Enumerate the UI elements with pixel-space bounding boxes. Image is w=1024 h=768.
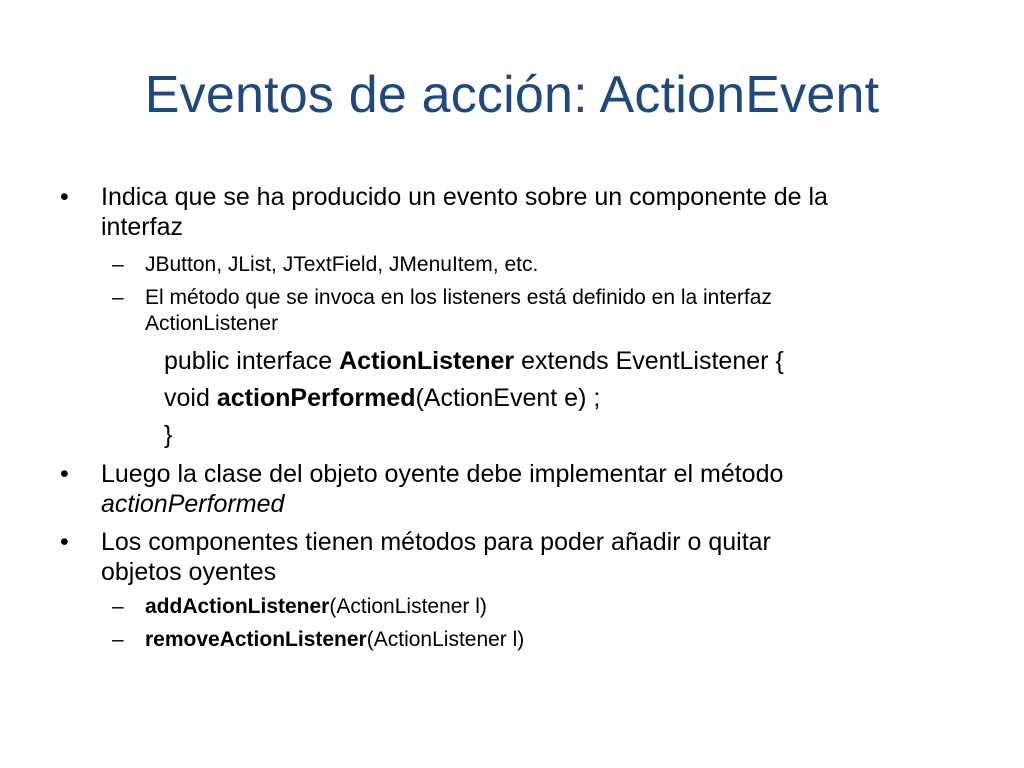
sub-item-remove-listener xyxy=(145,627,524,653)
code-text: (ActionEvent e) ; xyxy=(415,384,601,412)
code-line-2 xyxy=(164,383,600,413)
code-line-1 xyxy=(164,346,784,376)
bullet-marker: • xyxy=(60,460,69,488)
bullet-3-line-1: Los componentes tienen métodos para poder añadir o quitar xyxy=(101,528,771,556)
code-line-3: } xyxy=(164,421,173,449)
bullet-1-line-1: Indica que se ha producido un evento sobre un componente de la xyxy=(101,183,828,211)
method-name: removeActionListener xyxy=(145,628,367,651)
code-text: public interface xyxy=(164,347,340,375)
dash-marker: – xyxy=(112,595,124,618)
method-args: (ActionListener l) xyxy=(329,595,487,618)
code-text: extends EventListener { xyxy=(514,347,784,375)
method-name: addActionListener xyxy=(145,595,330,618)
italic-text: actionPerformed xyxy=(101,490,285,518)
bullet-1-line-2: interfaz xyxy=(101,213,183,241)
code-text: void xyxy=(164,384,217,412)
method-args: (ActionListener l) xyxy=(366,628,525,651)
bullet-marker: • xyxy=(60,528,69,556)
dash-marker: – xyxy=(112,628,124,651)
bullet-3-line-2: objetos oyentes xyxy=(101,558,277,586)
bullet-marker: • xyxy=(60,183,69,211)
sub-item-components: JButton, JList, JTextField, JMenuItem, etc. xyxy=(145,253,539,276)
bullet-2-line-1: Luego la clase del objeto oyente debe implementar el método xyxy=(101,460,784,488)
sub-item-add-listener xyxy=(145,594,487,620)
slide-title: Eventos de acción: ActionEvent xyxy=(144,66,880,124)
sub-item-method-line-2: ActionListener xyxy=(145,312,279,335)
dash-marker: – xyxy=(112,253,124,276)
code-bold-text: ActionListener xyxy=(339,347,515,375)
dash-marker: – xyxy=(112,286,124,309)
bullet-2-line-2 xyxy=(101,489,284,519)
code-bold-text: actionPerformed xyxy=(216,384,416,412)
sub-item-method-line-1: El método que se invoca en los listeners está definido en la interfaz xyxy=(145,286,772,309)
